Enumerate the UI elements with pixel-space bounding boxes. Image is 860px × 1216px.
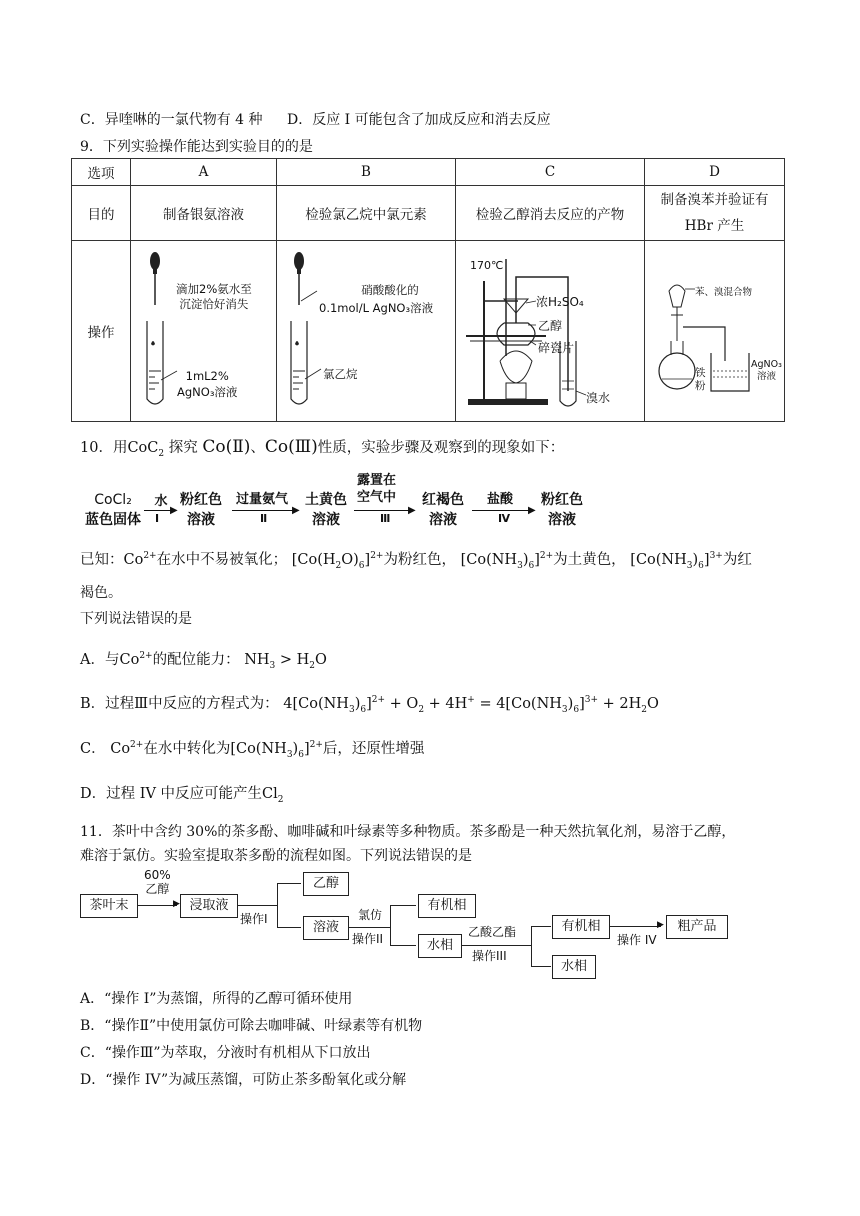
flow-split-3-bot [531, 966, 551, 967]
flow-step1-arrowhead: ▶ [170, 505, 178, 516]
flow-step3-product [422, 490, 464, 530]
diagram-b-label1: 硝酸酸化的 [361, 283, 419, 297]
diagram-b-label-top [319, 281, 433, 317]
header-b: B [277, 159, 456, 186]
q10-stem-co2: Co(Ⅱ) [202, 437, 251, 457]
q8-option-c: C．异喹啉的一氯代物有 4 种 [80, 112, 263, 128]
flow-box-organic2: 有机相 [552, 915, 610, 939]
q10-ask [80, 608, 192, 628]
flow-split-3-v [531, 926, 532, 966]
flow-step3-product1: 红褐色 [422, 492, 464, 508]
purpose-d-line1: 制备溴苯并验证有 [660, 192, 769, 208]
flow-split-1-v [277, 883, 278, 927]
diagram-a-label-bottom [177, 368, 237, 400]
flow-step3-reagent2: 空气中 [357, 490, 397, 505]
flow-step4-num: Ⅳ [498, 512, 511, 525]
flow-split-1-bot [277, 927, 301, 928]
flow-start [85, 490, 141, 530]
flow-reagent1 [144, 868, 171, 896]
q10-opt-c-suffix1: 在水中转化为 [143, 741, 231, 757]
q10-option-b: B．过程Ⅲ中反应的方程式为： $4[Co(NH_3)_6]^{2+} + O_2 + 4H^+ = 4[Co(NH_3)_6]^{3+} + 2H_2O$ [80, 695, 659, 715]
q9-table [71, 158, 785, 422]
diagram-d-label2: 铁 [695, 367, 706, 379]
flow-split-3 [461, 945, 531, 946]
purpose-a: 制备银氨溶液 [131, 186, 277, 241]
q10-known: 已知：$Co^{2+}$在水中不易被氧化； $[Co(H_2O)_6]^{2+}$为粉红色， $[Co(NH_3)_6]^{2+}$为土黄色， $[Co(NH_3)_6]^{3+}$为红 [80, 551, 752, 571]
flow-step3-product2: 溶液 [429, 512, 457, 528]
flow-step2-product [305, 490, 347, 530]
flow-split-3-top [531, 926, 551, 927]
q10-opt-c-prefix: C． [80, 741, 106, 757]
diagram-d [645, 241, 785, 422]
flow-step3-arrow [354, 510, 412, 511]
purpose-d [645, 186, 785, 241]
known-2: 为粉红色， [383, 552, 456, 568]
diagram-d-label4: AgNO₃ [751, 359, 782, 370]
flow-box-organic1: 有机相 [418, 894, 476, 918]
purpose-c: 检验乙醇消去反应的产物 [456, 186, 645, 241]
flow-step4-arrow [472, 510, 532, 511]
q11-option-c: C．“操作Ⅲ”为萃取，分液时有机相从下口放出 [80, 1045, 371, 1061]
flow-step3-reagent1: 露置在 [357, 473, 397, 488]
flow-step1-product1: 粉红色 [180, 492, 222, 508]
diagram-b-label2: 0.1mol/L AgNO₃溶液 [319, 301, 434, 315]
diagram-d-label3: 粉 [695, 380, 706, 392]
q10-stem-sep: 、 [250, 440, 265, 456]
q10-option-a: A．与$Co^{2+}$的配位能力： $NH_3 > H_2O$ [80, 651, 327, 671]
q10-stem: 10．用CoC$_2$ 探究 Co(Ⅱ)、Co(Ⅲ)性质，实验步骤及观察到的现象如下： [80, 437, 565, 459]
flow-split-2-bot [390, 945, 416, 946]
flow-step2-product2: 溶液 [312, 512, 340, 528]
flow-step1-product [180, 490, 222, 530]
diagram-a-label-top [176, 282, 252, 312]
q10-option-d: D．过程 IV 中反应可能产生$Cl_2$ [80, 786, 284, 805]
flow-op2: 操作II [352, 932, 384, 946]
diagram-a-label1: 滴加2%氨水至 [176, 282, 252, 296]
flow-split-2-top [390, 905, 416, 906]
flow-box-extract: 浸取液 [180, 894, 238, 918]
operation-label: 操作 [72, 241, 131, 422]
flow-step1-reagent: 水 [154, 494, 168, 509]
diagram-c-label3: 碎瓷片 [538, 341, 575, 355]
diagram-b-label3: 氯乙烷 [323, 367, 358, 381]
header-d: D [645, 159, 785, 186]
diagram-b-svg [277, 241, 455, 421]
known-3: 为土黄色， [553, 552, 626, 568]
diagram-c-label1: 浓H₂SO₄ [536, 295, 584, 309]
flow-reagent1b: 乙醇 [145, 882, 170, 896]
diagram-d-label-iron [695, 367, 706, 393]
flow-step2-reagent: 过量氨气 [236, 492, 289, 507]
diagram-c-label2: 乙醇 [538, 319, 563, 333]
diagram-a-label3: 1mL2% [185, 369, 229, 383]
flow-step4-product1: 粉红色 [541, 492, 583, 508]
flow-box-aqueous2: 水相 [552, 955, 596, 979]
known-prefix: 已知： [80, 552, 124, 568]
flow-box-ethanol: 乙醇 [303, 872, 349, 896]
flow-step3-arrowhead: ▶ [408, 505, 416, 516]
diagram-c-label4: 溴水 [586, 391, 611, 405]
header-option: 选项 [72, 159, 131, 186]
header-c: C [456, 159, 645, 186]
flow-split-1 [237, 905, 277, 906]
flow-step4-reagent: 盐酸 [487, 492, 514, 507]
flow-step2-arrow [232, 510, 296, 511]
header-a: A [131, 159, 277, 186]
flow-op1: 操作I [240, 912, 268, 926]
flow-split-1-top [277, 883, 301, 884]
flow-step2-product1: 土黄色 [305, 492, 347, 508]
flow-arrow-4 [609, 926, 661, 927]
purpose-b: 检验氯乙烷中氯元素 [277, 186, 456, 241]
flow-step1-num: I [155, 512, 160, 525]
diagram-d-label1: 苯、溴混合物 [695, 287, 753, 298]
flow-step3-reagent [357, 472, 396, 506]
diagram-a-label4: AgNO₃溶液 [177, 385, 238, 399]
known-5: 褐色。 [80, 585, 122, 601]
flow-box-aqueous1: 水相 [418, 934, 462, 958]
q8-option-d: D．反应 I 可能包含了加成反应和消去反应 [287, 112, 551, 128]
flow-step4-product2: 溶液 [548, 512, 576, 528]
flow-step4-arrowhead: ▶ [528, 505, 536, 516]
diagram-d-svg [645, 241, 784, 421]
diagram-d-label5: 溶液 [756, 371, 776, 382]
diagram-b [277, 241, 456, 422]
known-4: 为红 [722, 552, 752, 568]
q10-opt-c-suffix2: 后，还原性增强 [322, 741, 425, 757]
q10-opt-d-text: D．过程 IV 中反应可能产生 [80, 786, 263, 802]
flow-box-crude: 粗产品 [666, 915, 728, 939]
flow-start-2: 蓝色固体 [85, 512, 141, 528]
q10-opt-a-mid: 的配位能力： [152, 652, 240, 668]
flow-step2-arrowhead: ▶ [292, 505, 300, 516]
q10-stem-prefix: 10．用 [80, 440, 128, 456]
diagram-a [131, 241, 277, 422]
q10-option-c: C． $Co^{2+}$在水中转化为$[Co(NH_3)_6]^{2+}$后，还原性增强 [80, 740, 425, 760]
diagram-c [456, 241, 645, 422]
q11-option-d: D．“操作 IV”为减压蒸馏，可防止茶多酚氧化或分解 [80, 1072, 407, 1088]
purpose-d-line2: HBr 产生 [684, 218, 745, 234]
purpose-label: 目的 [72, 186, 131, 241]
q10-stem-mid: 探究 [168, 440, 198, 456]
flow-reagent1a: 60% [144, 868, 171, 882]
q11-option-a: A．“操作 I”为蒸馏，所得的乙醇可循环使用 [80, 991, 353, 1007]
diagram-d-label-agno3 [751, 359, 782, 383]
flow-start-1: CoCl₂ [94, 492, 132, 508]
flow-reagent3: 乙酸乙酯 [468, 925, 517, 939]
q10-opt-a-prefix: A．与 [80, 652, 120, 668]
diagram-c-temp: 170℃ [470, 259, 504, 272]
flow-step2-num: Ⅱ [260, 512, 268, 525]
q9-stem: 9．下列实验操作能达到实验目的的是 [80, 139, 313, 155]
flow-op4: 操作 IV [617, 933, 657, 947]
q11-stem-line2: 难溶于氯仿。实验室提取茶多酚的流程如图。下列说法错误的是 [80, 848, 472, 864]
flow-step1-product2: 溶液 [187, 512, 215, 528]
flow-arrow-1 [137, 905, 177, 906]
flow-step4-product [541, 490, 583, 530]
flow-op3: 操作III [472, 949, 507, 963]
flow-arrowhead-1: ▶ [173, 899, 180, 909]
diagram-a-label2: 沉淀恰好消失 [179, 297, 249, 311]
flow-split-2 [348, 927, 390, 928]
known-1: 在水中不易被氧化； [156, 552, 288, 568]
q10-stem-co3: Co(Ⅲ) [264, 437, 318, 457]
q11-option-b: B．“操作Ⅱ”中使用氯仿可除去咖啡碱、叶绿素等有机物 [80, 1018, 423, 1034]
flow-step3-num: Ⅲ [380, 512, 391, 525]
q11-stem-line1: 11．茶叶中含约 30%的茶多酚、咖啡碱和叶绿素等多种物质。茶多酚是一种天然抗氧化剂，易溶于乙醇， [80, 824, 736, 840]
flow-reagent2: 氯仿 [358, 908, 383, 922]
q10-ask-text: 下列说法错误的是 [80, 611, 192, 627]
flow-split-2-v [390, 905, 391, 945]
flow-box-tea: 茶叶末 [80, 894, 138, 918]
flow-arrowhead-4: ▶ [657, 920, 664, 930]
flow-box-solution: 溶液 [303, 916, 349, 940]
q10-opt-b-prefix: B．过程Ⅲ中反应的方程式为： [80, 696, 279, 712]
q10-stem-suffix: 性质，实验步骤及观察到的现象如下： [317, 440, 565, 456]
